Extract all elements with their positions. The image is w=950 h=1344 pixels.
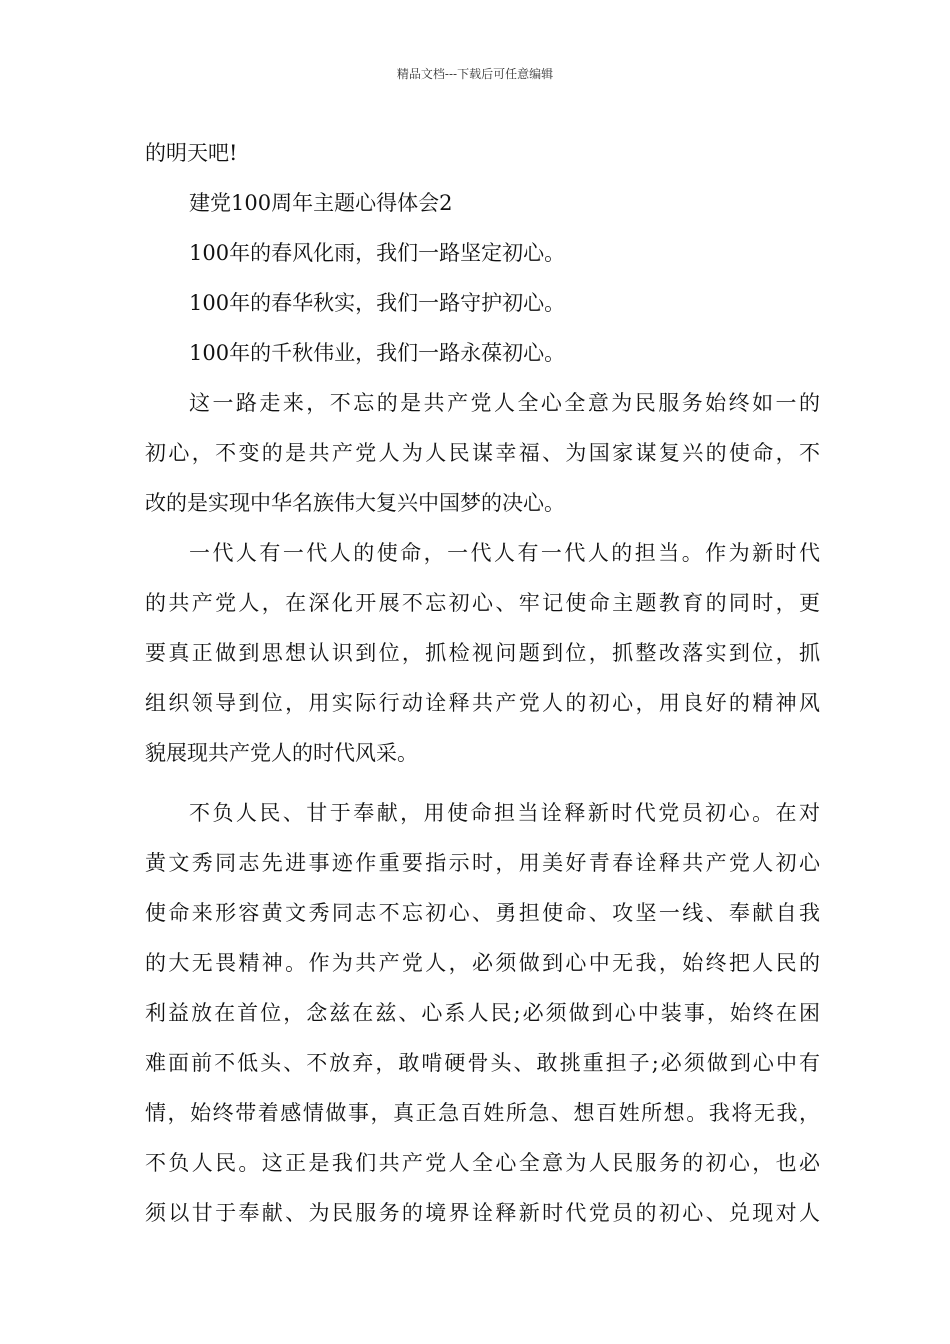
- paragraph-line: 改的是实现中华名族伟大复兴中国梦的决心。: [145, 491, 565, 515]
- paragraph-line: 难面前不低头、不放弃，敢啃硬骨头、敢挑重担子;必须做到心中有: [145, 1051, 820, 1075]
- paragraph-line: 黄文秀同志先进事迹作重要指示时，用美好青春诠释共产党人初心: [145, 851, 820, 875]
- paragraph-line: 须以甘于奉献、为民服务的境界诠释新时代党员的初心、兑现对人: [145, 1201, 820, 1225]
- paragraph-line: 组织领导到位，用实际行动诠释共产党人的初心，用良好的精神风: [145, 691, 820, 715]
- paragraph-line: 要真正做到思想认识到位，抓检视问题到位，抓整改落实到位，抓: [145, 641, 820, 665]
- page-header: 精品文档---下载后可任意编辑: [396, 67, 554, 81]
- paragraph-line: 情，始终带着感情做事，真正急百姓所急、想百姓所想。我将无我，: [145, 1101, 820, 1125]
- paragraph-line: 一代人有一代人的使命，一代人有一代人的担当。作为新时代: [189, 541, 820, 565]
- paragraph-line: 这一路走来，不忘的是共产党人全心全意为民服务始终如一的: [189, 391, 820, 415]
- section-title: 建党100周年主题心得体会2: [189, 191, 453, 215]
- paragraph-line: 不负人民、甘于奉献，用使命担当诠释新时代党员初心。在对: [189, 801, 820, 825]
- paragraph-line: 的共产党人，在深化开展不忘初心、牢记使命主题教育的同时，更: [145, 591, 820, 615]
- paragraph-line: 不负人民。这正是我们共产党人全心全意为人民服务的初心，也必: [145, 1151, 820, 1175]
- paragraph-gap: [145, 778, 820, 788]
- text-line: 100年的春华秋实，我们一路守护初心。: [189, 291, 566, 315]
- paragraph-line: 使命来形容黄文秀同志不忘初心、勇担使命、攻坚一线、奉献自我: [145, 901, 820, 925]
- text-line: 100年的春风化雨，我们一路坚定初心。: [189, 241, 566, 265]
- paragraph-line: 貌展现共产党人的时代风采。: [145, 741, 418, 765]
- text-line: 100年的千秋伟业，我们一路永葆初心。: [189, 341, 566, 365]
- paragraph-line: 的大无畏精神。作为共产党人，必须做到心中无我，始终把人民的: [145, 951, 820, 975]
- text-line: 的明天吧!: [145, 141, 238, 165]
- document-body: [145, 128, 820, 1238]
- paragraph-line: 利益放在首位，念兹在兹、心系人民;必须做到心中装事，始终在困: [145, 1001, 820, 1025]
- paragraph-line: 初心，不变的是共产党人为人民谋幸福、为国家谋复兴的使命，不: [145, 441, 820, 465]
